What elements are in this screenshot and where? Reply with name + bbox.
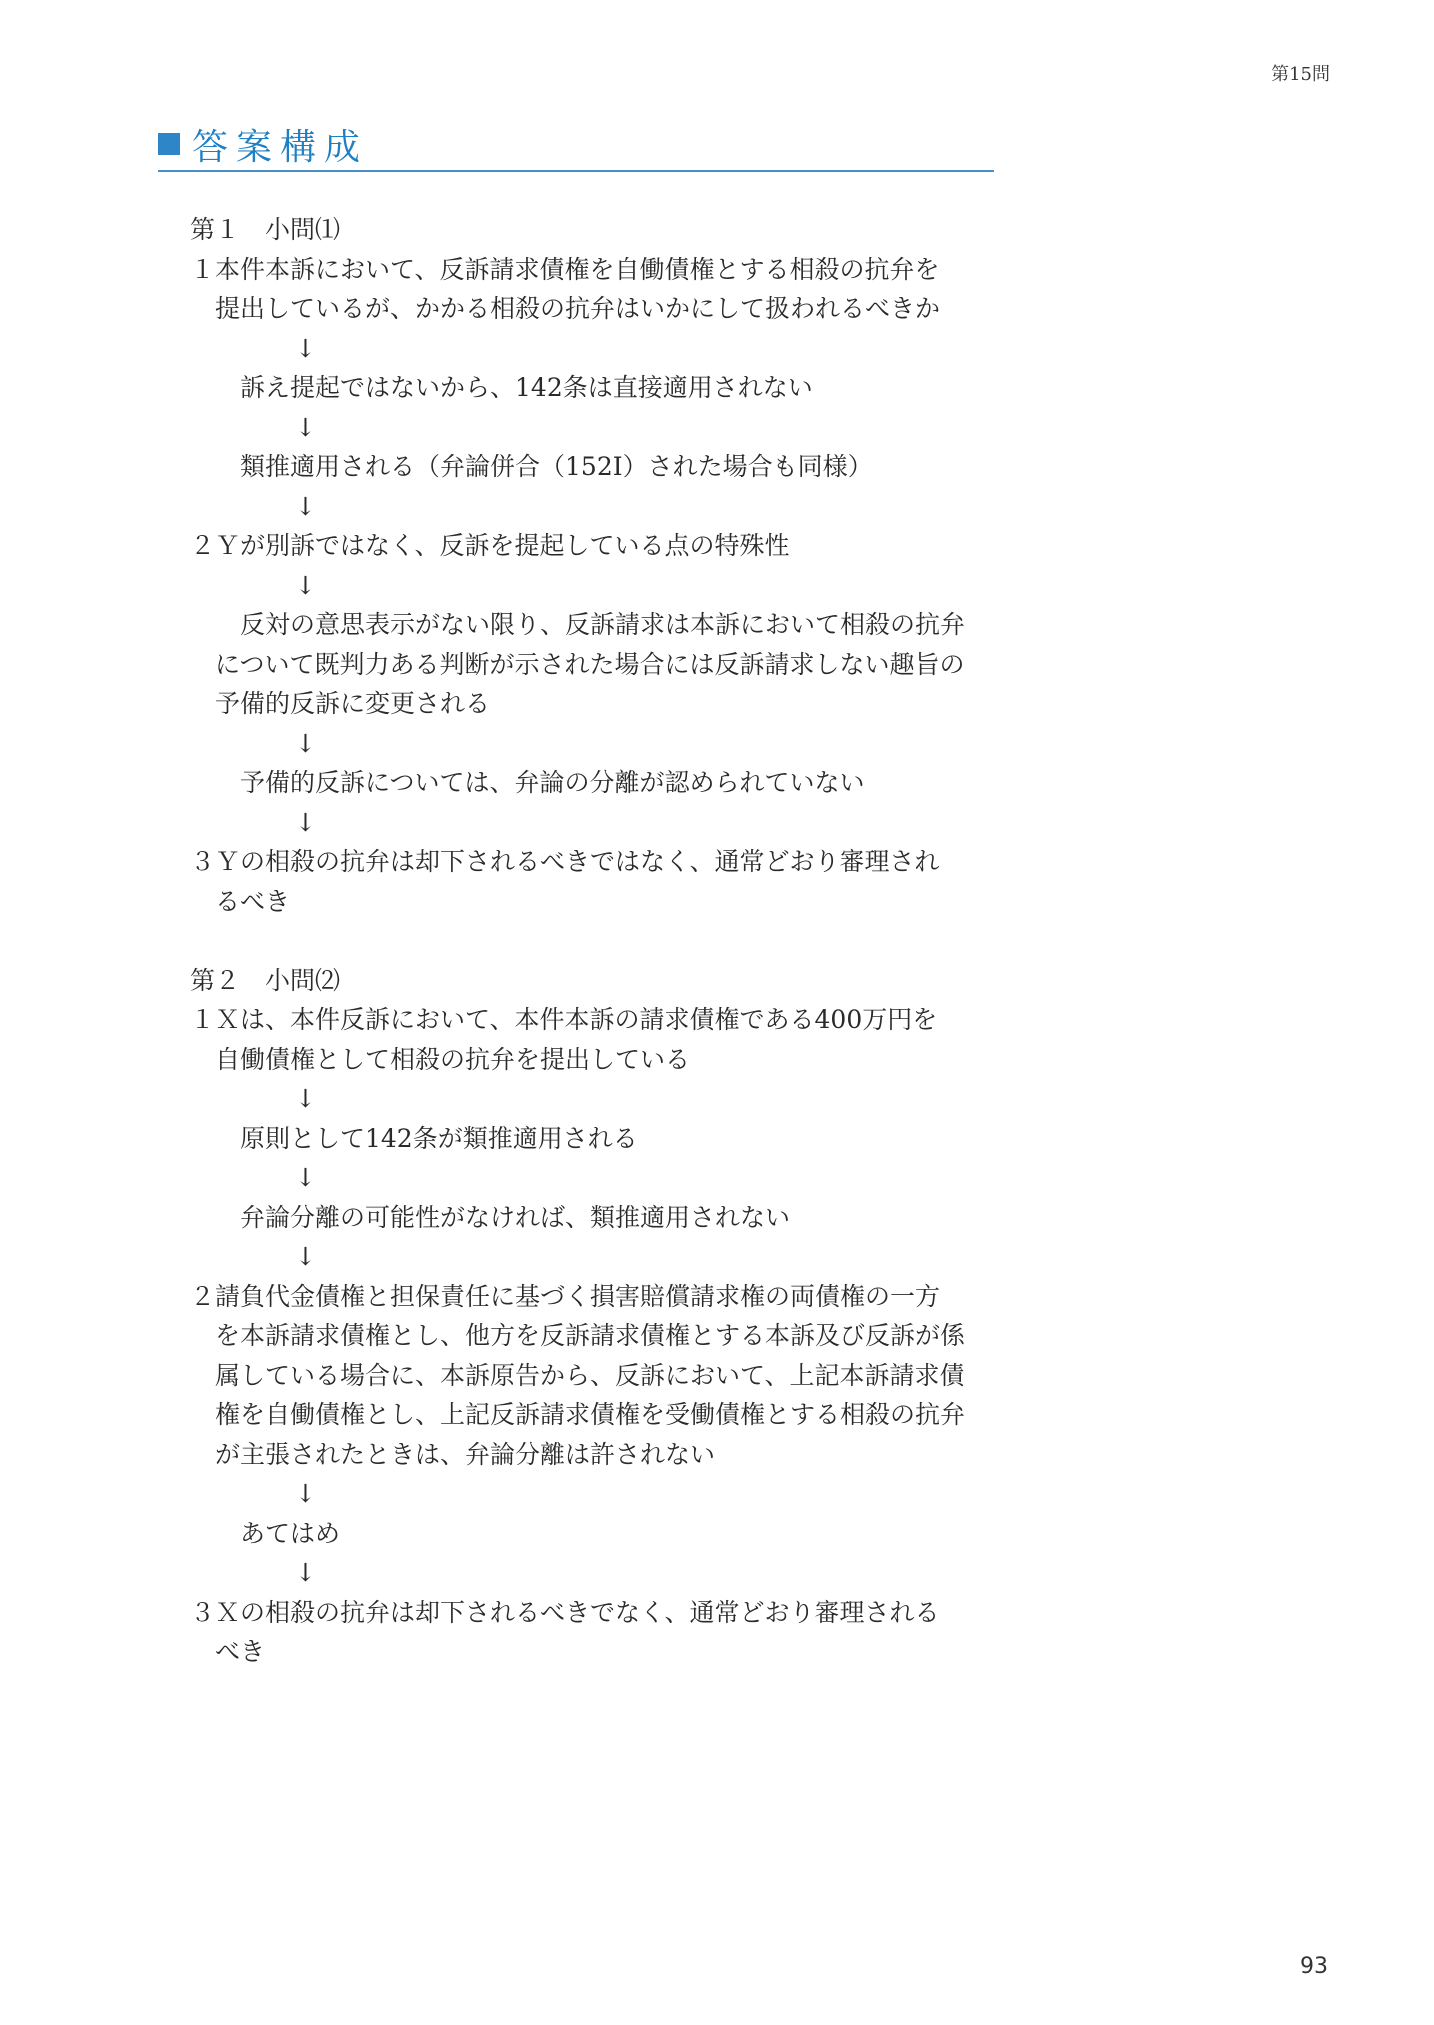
down-arrow-icon: ↓ (295, 1084, 316, 1113)
down-arrow-icon: ↓ (295, 1558, 316, 1587)
part1-step3-line2: について既判力ある判断が示された場合には反訴請求しない趣旨の (215, 649, 965, 679)
item-text: Ｙが別訴ではなく、反訴を提起している点の特殊性 (215, 531, 790, 560)
item-number: ３ (190, 847, 216, 876)
part1-step2: 類推適用される（弁論併合（152Ⅰ）された場合も同様） (240, 452, 873, 481)
part2-item3 (190, 1593, 1000, 1633)
part2-item1 (190, 1000, 1000, 1040)
part1-item3-cont: るべき (215, 886, 291, 916)
part1-item2 (190, 526, 1000, 566)
part1-step3-line3: 予備的反訴に変更される (215, 689, 491, 718)
part2-item2-line2: を本訴請求債権とし、他方を反訴請求債権とする本訴及び反訴が係 (215, 1321, 966, 1350)
item-text: Ｘは、本件反訴において、本件本訴の請求債権である400万円を (215, 1005, 938, 1034)
down-arrow-icon: ↓ (295, 333, 316, 363)
item-number: ２ (190, 531, 216, 560)
down-arrow-icon: ↓ (295, 412, 316, 442)
part2-item1-cont: 自働債権として相殺の抗弁を提出している (215, 1044, 691, 1074)
section-title (158, 118, 994, 172)
part2-item2-line3: 属している場合に、本訴原告から、反訴において、上記本訴請求債 (215, 1360, 965, 1390)
section-title-text: 答案構成 (192, 126, 369, 168)
item-text: Ｘの相殺の抗弁は却下されるべきでなく、通常どおり審理される (215, 1597, 940, 1627)
part2-step2: 弁論分離の可能性がなければ、類推適用されない (240, 1202, 791, 1232)
item-number: ３ (190, 1597, 216, 1627)
item-number: １ (190, 254, 216, 284)
part2-step3: あてはめ (240, 1518, 341, 1548)
down-arrow-icon: ↓ (295, 1163, 316, 1192)
down-arrow-icon: ↓ (295, 807, 316, 837)
part2-item2-line5: が主張されたときは、弁論分離は許されない (215, 1439, 716, 1469)
item-number: ２ (190, 1281, 216, 1311)
item-text: Ｙの相殺の抗弁は却下されるべきではなく、通常どおり審理され (215, 847, 940, 876)
problem-number-label: 第15問 (1271, 64, 1330, 85)
part2-item2-line4: 権を自働債権とし、上記反訴請求債権を受働債権とする相殺の抗弁 (215, 1400, 966, 1429)
part2-step1: 原則として142条が類推適用される (240, 1123, 638, 1153)
down-arrow-icon: ↓ (295, 728, 316, 758)
section-gap (190, 921, 1000, 961)
part1-item1-cont: 提出しているが、かかる相殺の抗弁はいかにして扱われるべきか (215, 294, 941, 323)
item-text: 請負代金債権と担保責任に基づく損害賠償請求権の両債権の一方 (215, 1281, 941, 1311)
part2-item3-cont: べき (215, 1637, 266, 1666)
part1-item1 (190, 250, 1000, 290)
down-arrow-icon: ↓ (295, 1242, 316, 1271)
down-arrow-icon: ↓ (295, 491, 316, 521)
item-text: 本件本訴において、反訴請求債権を自働債権とする相殺の抗弁を (215, 254, 940, 284)
part2-item2 (190, 1277, 1000, 1317)
page-number: 93 (1300, 1954, 1328, 1979)
part1-heading: 第１ 小問⑴ (190, 215, 341, 244)
part1-step3-line1: 反対の意思表示がない限り、反訴請求は本訴において相殺の抗弁 (240, 610, 966, 639)
square-bullet-icon (158, 133, 180, 155)
item-number: １ (190, 1005, 216, 1034)
down-arrow-icon: ↓ (295, 1479, 316, 1508)
down-arrow-icon: ↓ (295, 570, 316, 600)
part1-step1: 訴え提起ではないから、142条は直接適用されない (240, 373, 813, 402)
part2-heading: 第２ 小問⑵ (190, 965, 341, 995)
part1-item3 (190, 842, 1000, 882)
part1-step4: 予備的反訴については、弁論の分離が認められていない (240, 768, 865, 797)
answer-outline (190, 210, 1000, 1672)
